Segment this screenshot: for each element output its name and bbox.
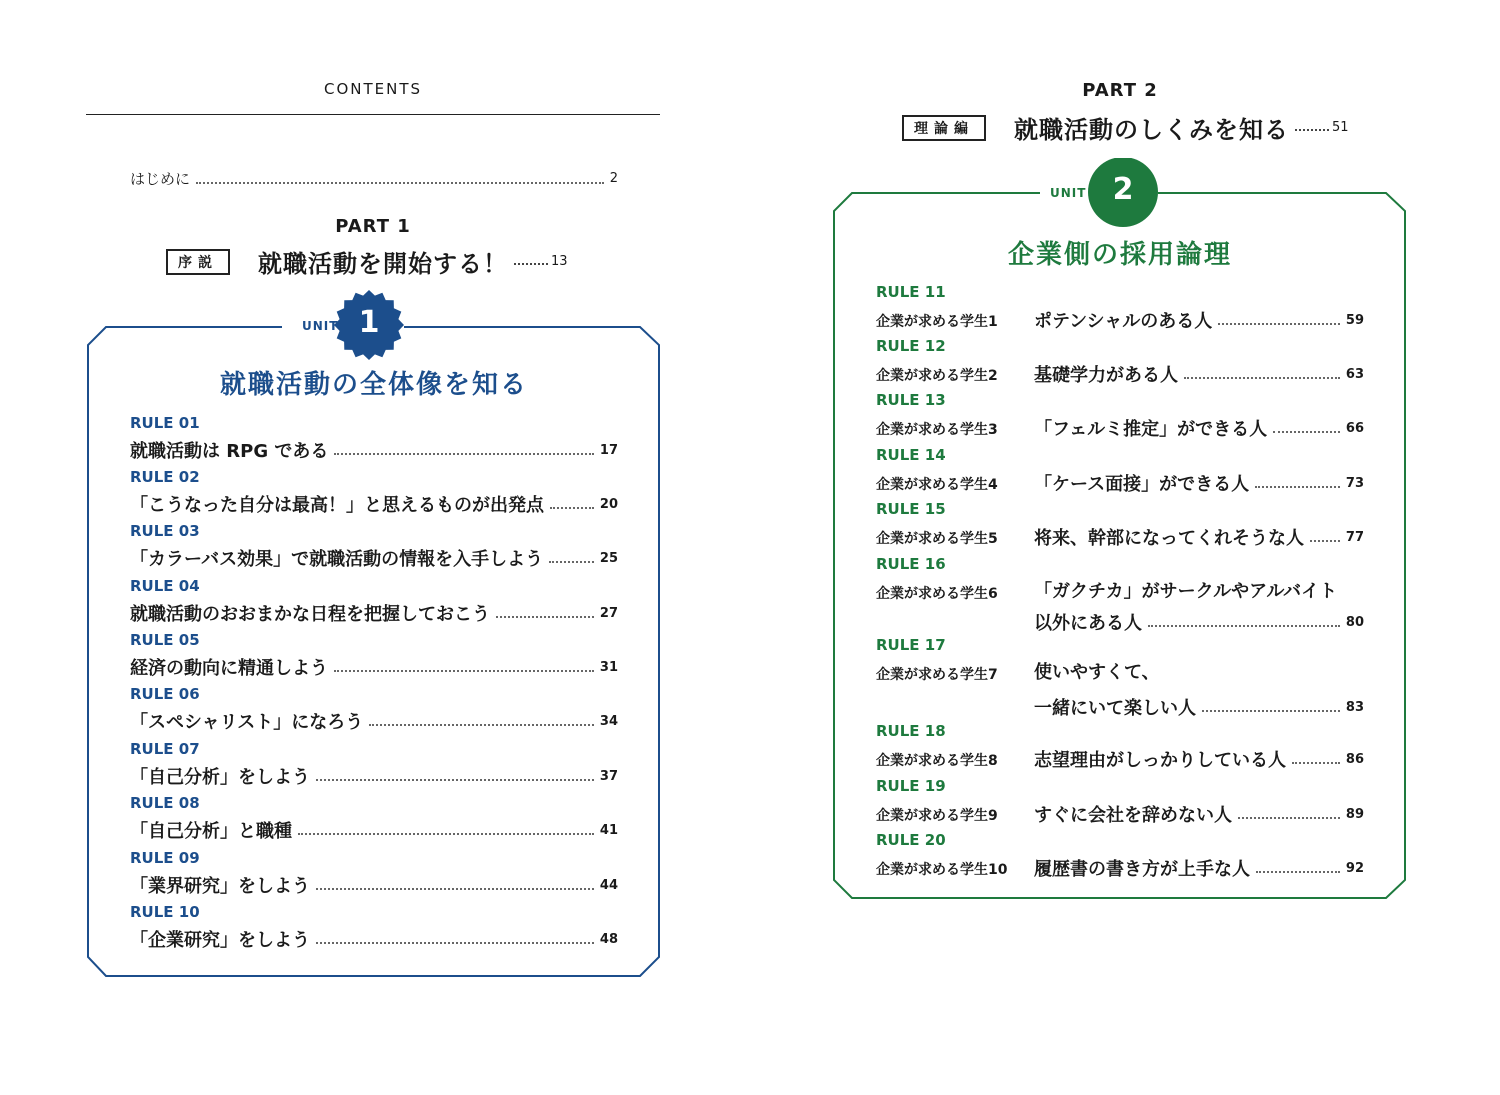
dot-leader — [1148, 625, 1340, 627]
dot-leader — [1202, 710, 1340, 712]
intro-title: はじめに — [130, 170, 191, 188]
rule-19[interactable] — [876, 777, 1364, 829]
rule-page: 41 — [599, 822, 618, 838]
rule-title: 就職活動は RPG である — [130, 441, 329, 462]
rule-01[interactable] — [130, 414, 618, 464]
dot-leader — [298, 833, 594, 835]
rule-label: RULE 03 — [130, 522, 200, 540]
rule-subtitle: 企業が求める学生9 — [876, 808, 998, 824]
unit-1-number: 1 — [358, 305, 380, 340]
toc-intro-entry[interactable] — [130, 168, 618, 189]
rule-label: RULE 16 — [876, 555, 946, 573]
part-1-title: 就職活動を開始する！ — [258, 250, 508, 278]
rule-title: すぐに会社を辞めない人 — [1034, 805, 1232, 826]
rule-label: RULE 15 — [876, 500, 946, 518]
rule-page: 17 — [599, 442, 618, 458]
rule-page: 44 — [599, 877, 618, 893]
rule-title-line: 「ガクチカ」がサークルやアルバイト — [1034, 581, 1338, 602]
rule-page: 25 — [599, 550, 618, 566]
rule-title: 基礎学力がある人 — [1034, 365, 1178, 386]
rule-page: 77 — [1345, 529, 1364, 545]
rule-page: 31 — [599, 659, 618, 675]
rule-title: 「自己分析」をしよう — [130, 767, 310, 788]
rule-16[interactable] — [876, 555, 1364, 637]
part-2-label: PART 2 — [1082, 80, 1158, 101]
rule-02[interactable] — [130, 468, 618, 518]
rule-10[interactable] — [130, 903, 618, 953]
dot-leader — [316, 779, 594, 781]
dot-leader — [334, 670, 594, 672]
rule-label: RULE 05 — [130, 631, 200, 649]
rule-page: 37 — [599, 768, 618, 784]
rule-label: RULE 18 — [876, 722, 946, 740]
rule-subtitle: 企業が求める学生7 — [876, 667, 998, 683]
rule-title: 「ケース面接」ができる人 — [1034, 474, 1250, 495]
dot-leader — [514, 263, 548, 265]
rule-17[interactable] — [876, 636, 1364, 722]
contents-header: CONTENTS — [323, 80, 423, 98]
rule-label: RULE 14 — [876, 446, 946, 464]
rule-03[interactable] — [130, 522, 618, 572]
rule-label: RULE 08 — [130, 794, 200, 812]
rule-label: RULE 13 — [876, 391, 946, 409]
rule-page: 59 — [1345, 312, 1364, 328]
rule-title: 「カラーバス効果」で就職活動の情報を入手しよう — [130, 549, 544, 570]
rule-label: RULE 11 — [876, 283, 946, 301]
dot-leader — [1292, 762, 1340, 764]
rule-page: 92 — [1345, 860, 1364, 876]
rule-page: 89 — [1345, 806, 1364, 822]
rule-20[interactable] — [876, 831, 1364, 883]
rule-04[interactable] — [130, 577, 618, 627]
rule-title: 「自己分析」と職種 — [130, 821, 292, 842]
dot-leader — [549, 561, 594, 563]
rule-subtitle: 企業が求める学生8 — [876, 753, 998, 769]
part-2-title: 就職活動のしくみを知る — [1014, 116, 1289, 144]
rule-subtitle: 企業が求める学生5 — [876, 531, 998, 547]
dot-leader — [316, 942, 594, 944]
rule-13[interactable] — [876, 391, 1364, 443]
rule-title: 「業界研究」をしよう — [130, 876, 310, 897]
dot-leader — [1238, 817, 1340, 819]
rule-08[interactable] — [130, 794, 618, 844]
rule-title-line: 使いやすくて、 — [1034, 662, 1160, 683]
part-2-title-row[interactable] — [902, 110, 1349, 145]
rule-subtitle: 企業が求める学生3 — [876, 422, 998, 438]
rule-subtitle: 企業が求める学生6 — [876, 586, 998, 602]
rule-11[interactable] — [876, 283, 1364, 335]
unit-2-number: 2 — [1112, 172, 1134, 207]
rule-page: 80 — [1345, 614, 1364, 630]
rule-label: RULE 20 — [876, 831, 946, 849]
part-2-badge: 理論編 — [902, 115, 986, 141]
rule-18[interactable] — [876, 722, 1364, 774]
rule-label: RULE 10 — [130, 903, 200, 921]
rule-title: 履歴書の書き方が上手な人 — [1034, 859, 1250, 880]
dot-leader — [496, 616, 594, 618]
unit-1-title: 就職活動の全体像を知る — [219, 370, 528, 400]
rule-subtitle: 企業が求める学生10 — [876, 862, 1008, 878]
rule-subtitle: 企業が求める学生1 — [876, 314, 998, 330]
rule-title: 将来、幹部になってくれそうな人 — [1034, 528, 1304, 549]
rule-12[interactable] — [876, 337, 1364, 389]
rule-page: 63 — [1345, 366, 1364, 382]
rule-page: 66 — [1345, 420, 1364, 436]
rule-label: RULE 17 — [876, 636, 946, 654]
part-1-title-row[interactable] — [166, 244, 568, 279]
dot-leader — [550, 507, 594, 509]
rule-label: RULE 07 — [130, 740, 200, 758]
rule-title: 以外にある人 — [1034, 613, 1142, 634]
dot-leader — [1295, 129, 1329, 131]
dot-leader — [316, 888, 594, 890]
rule-label: RULE 12 — [876, 337, 946, 355]
rule-page: 34 — [599, 713, 618, 729]
dot-leader — [369, 724, 594, 726]
dot-leader — [1255, 486, 1340, 488]
rule-page: 73 — [1345, 475, 1364, 491]
rule-label: RULE 09 — [130, 849, 200, 867]
rule-14[interactable] — [876, 446, 1364, 498]
dot-leader — [1184, 377, 1340, 379]
rule-title: 「企業研究」をしよう — [130, 930, 310, 951]
rule-page: 27 — [599, 605, 618, 621]
intro-page: 2 — [609, 171, 618, 186]
rule-title: 一緒にいて楽しい人 — [1034, 698, 1196, 719]
part-2-page: 51 — [1332, 120, 1349, 135]
rule-page: 48 — [599, 931, 618, 947]
rule-title: 「フェルミ推定」ができる人 — [1034, 419, 1268, 440]
dot-leader — [334, 453, 594, 455]
part-1-page: 13 — [551, 254, 568, 269]
rule-title: 就職活動のおおまかな日程を把握しておこう — [130, 604, 490, 625]
dot-leader — [196, 182, 604, 184]
rule-subtitle: 企業が求める学生2 — [876, 368, 998, 384]
rule-label: RULE 02 — [130, 468, 200, 486]
rule-06[interactable] — [130, 685, 618, 735]
rule-15[interactable] — [876, 500, 1364, 552]
rule-label: RULE 04 — [130, 577, 200, 595]
rule-title: ポテンシャルのある人 — [1034, 311, 1213, 332]
rule-label: RULE 19 — [876, 777, 946, 795]
rule-09[interactable] — [130, 849, 618, 899]
rule-page: 86 — [1345, 751, 1364, 767]
part-1-badge: 序説 — [166, 249, 230, 275]
rule-05[interactable] — [130, 631, 618, 681]
rule-label: RULE 06 — [130, 685, 200, 703]
rule-label: RULE 01 — [130, 414, 200, 432]
rule-page: 83 — [1345, 699, 1364, 715]
rule-subtitle: 企業が求める学生4 — [876, 477, 998, 493]
rule-title: 経済の動向に精通しよう — [130, 658, 328, 679]
rule-title: 「スペシャリスト」になろう — [130, 712, 364, 733]
dot-leader — [1273, 431, 1340, 433]
rule-page: 20 — [599, 496, 618, 512]
part-1-label: PART 1 — [335, 216, 411, 237]
header-divider — [86, 114, 660, 115]
rule-07[interactable] — [130, 740, 618, 790]
rule-title: 志望理由がしっかりしている人 — [1034, 750, 1286, 771]
rule-title: 「こうなった自分は最高！」と思えるものが出発点 — [130, 495, 544, 516]
dot-leader — [1218, 323, 1340, 325]
dot-leader — [1310, 540, 1340, 542]
unit-2-title: 企業側の採用論理 — [1007, 240, 1232, 270]
unit-1-word: UNIT — [302, 319, 339, 333]
unit-2-word: UNIT — [1050, 186, 1087, 200]
dot-leader — [1256, 871, 1340, 873]
